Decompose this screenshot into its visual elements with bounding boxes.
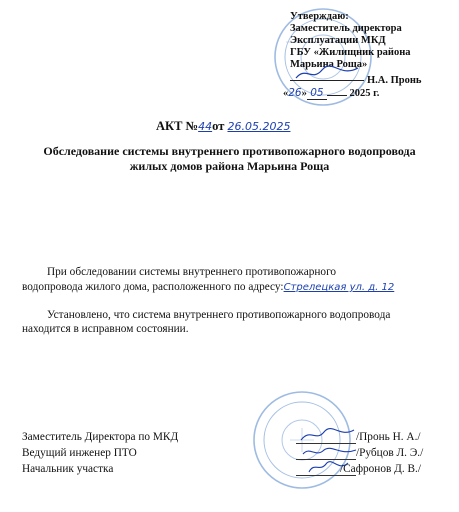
approval-name: Н.А. Пронь	[367, 75, 422, 86]
approval-line-2: Заместитель директора	[290, 23, 402, 34]
subject-line-2: жилых домов района Марьина Роща	[129, 159, 330, 173]
approval-date-day: 26	[288, 87, 302, 99]
approval-date-month: 05	[310, 87, 324, 99]
approval-line-4: ГБУ «Жилищник района	[290, 47, 411, 58]
approval-signature	[292, 62, 362, 84]
act-date: 26.05.2025	[227, 120, 291, 133]
signature-role-1: Заместитель Директора по МКД	[22, 431, 179, 443]
approval-line-3: Эксплуатации МКД	[290, 35, 386, 46]
approval-line-1: Утверждаю:	[290, 11, 349, 22]
body-paragraph-1-line-2: водопровода жилого дома, расположенного по адресу:Стрелецкая ул. д. 12	[22, 281, 395, 293]
approval-date: «26» 05 2025 г.	[283, 87, 380, 99]
address-handwritten: Стрелецкая ул. д. 12	[283, 282, 395, 293]
approval-date-year: 2025 г.	[349, 88, 380, 99]
signature-role-3: Начальник участка	[22, 463, 114, 475]
subject-line-1: Обследование системы внутреннего противопожарного водопровода	[43, 144, 416, 158]
act-title: АКТ №44от 26.05.2025	[156, 119, 291, 133]
signature-name-2: /Рубцов Л. Э./	[356, 447, 424, 459]
signature-name-3: /Сафронов Д. В./	[340, 463, 422, 475]
act-number: 44	[198, 120, 213, 133]
signature-role-2: Ведущий инженер ПТО	[22, 447, 137, 459]
body-paragraph-2-line-2: находится в исправном состоянии.	[22, 323, 189, 335]
signature-name-1: /Пронь Н. А./	[356, 431, 421, 443]
body-paragraph-2-line-1: Установлено, что система внутреннего противопожарного водопровода	[47, 309, 391, 321]
approval-line-5: Марьина Роща»	[290, 59, 368, 70]
body-paragraph-1-line-1: При обследовании системы внутреннего противопожарного	[47, 266, 337, 278]
